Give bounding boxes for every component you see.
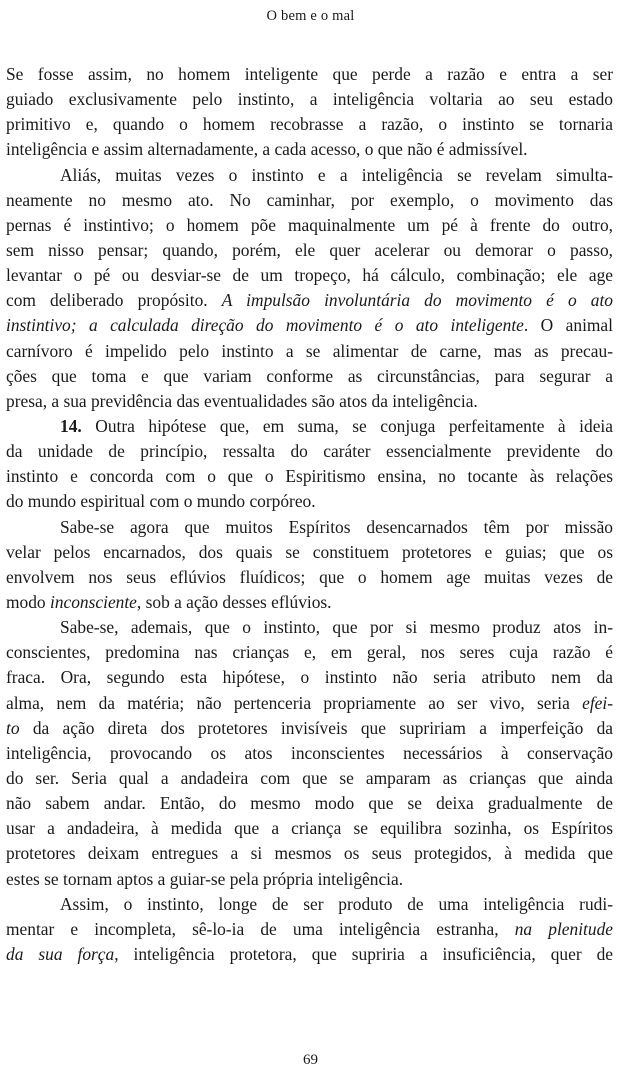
text-line: guiado exclusivamente pelo instinto, a inteligência voltaria ao seu estado [6, 89, 613, 110]
text-line: protetores deixam entregues a si mesmos os seus protegidos, à medida que [6, 843, 613, 864]
text-line: ções que toma e que variam conforme as circunstâncias, para segurar a [6, 365, 613, 386]
text-line [6, 414, 613, 439]
text-line [6, 942, 613, 967]
text-line: carnívoro é impelido pelo instinto a se alimentar de carne, mas as precau- [6, 340, 613, 361]
text-line: instinto e concorda com o que o Espiritismo ensina, no tocante às relações [6, 466, 613, 487]
text-line: velar pelos encarnados, dos quais se constituem protetores e guias; que os [6, 541, 613, 562]
text-line [6, 691, 613, 716]
italic-segment: na plenitude [514, 918, 613, 939]
text-line: Se fosse assim, no homem inteligente que perde a razão e entra a ser [6, 64, 613, 84]
text-line: Aliás, muitas vezes o instinto e a inteligência se revelam simulta- [60, 164, 613, 185]
text-line: envolvem nos seus eflúvios fluídicos; que o homem age muitas vezes de [6, 566, 613, 587]
text-line: neamente no mesmo ato. No caminhar, por exemplo, o movimento das [6, 189, 613, 210]
italic-segment: A impulsão involuntária do movimento é o ato [221, 290, 613, 311]
text-line: do mundo espiritual com o mundo corpóreo. [6, 491, 316, 512]
text-segment: da ação direta dos protetores invisíveis que supririam a imperfeição da [32, 717, 613, 738]
italic-segment: da sua força [6, 943, 115, 964]
text-line [6, 590, 613, 615]
text-line: Assim, o instinto, longe de ser produto de uma inteligência rudi- [60, 893, 613, 914]
text-line [6, 313, 613, 338]
text-line: não sabem andar. Então, do mesmo modo que se deixa gradualmente de [6, 793, 613, 814]
text-line: conscientes, predomina nas crianças e, em geral, nos seres cuja razão é [6, 642, 613, 663]
text-line: Sabe-se, ademais, que o instinto, que por si mesmo produz atos in- [60, 617, 613, 638]
section-number: 14. [60, 415, 82, 436]
text-line: usar a andadeira, à medida que a criança se equilibra sozinha, os Espíritos [6, 818, 613, 839]
text-line: do ser. Seria qual a andadeira com que se amparam as crianças que ainda [6, 767, 613, 788]
text-line: presa, a sua previdência das eventualidades são atos da inteligência. [6, 390, 478, 411]
text-line: estes se tornam aptos a guiar-se pela própria inteligência. [6, 868, 404, 889]
text-line: primitivo e, quando o homem recobrasse a razão, o instinto se tornaria [6, 114, 613, 135]
italic-segment: efei- [582, 692, 614, 713]
text-line: da unidade de princípio, ressalta do caráter essencialmente previdente do [6, 441, 613, 462]
text-segment: mentar e incompleta, sê-lo-ia de uma inteligência estranha, [6, 918, 499, 939]
text-segment: , inteligência protetora, que supriria a insuficiência, quer de [114, 943, 613, 964]
text-segment: . O animal [523, 315, 613, 336]
text-segment: Outra hipótese que, em suma, se conjuga perfeitamente à ideia [95, 415, 613, 436]
body-text [6, 62, 613, 967]
text-line: levantar o pé ou desviar-se de um tropeço, há cálculo, combinação; ele age [6, 265, 613, 286]
text-segment: , sob a ação desses eflúvios. [136, 591, 332, 612]
text-segment: modo [6, 591, 46, 612]
text-line: fraca. Ora, segundo esta hipótese, o instinto não seria atributo nem da [6, 667, 613, 688]
text-segment: alma, nem da matéria; não pertenceria propriamente ao ser vivo, seria [6, 692, 570, 713]
italic-segment: inconsciente [49, 591, 137, 612]
text-line [6, 917, 613, 942]
text-line: pernas é instintivo; o homem põe maquinalmente um pé à frente do outro, [6, 214, 613, 235]
running-head: O bem e o mal [266, 8, 355, 24]
text-line: Sabe-se agora que muitos Espíritos desencarnados têm por missão [60, 516, 613, 537]
text-line [6, 716, 613, 741]
text-line: inteligência e assim alternadamente, a cada acesso, o que não é admissível. [6, 139, 528, 160]
text-line [6, 288, 613, 313]
page-number: 69 [303, 1052, 318, 1068]
italic-segment: instintivo; a calculada direção do movimento é o ato inteligente [6, 315, 524, 336]
text-line: inteligência, provocando os atos inconscientes necessários à conservação [6, 742, 613, 763]
italic-segment: to [6, 717, 20, 738]
text-line: sem nisso pensar; quando, porém, ele quer acelerar ou demorar o passo, [6, 239, 613, 260]
text-segment: com deliberado propósito. [6, 290, 208, 311]
